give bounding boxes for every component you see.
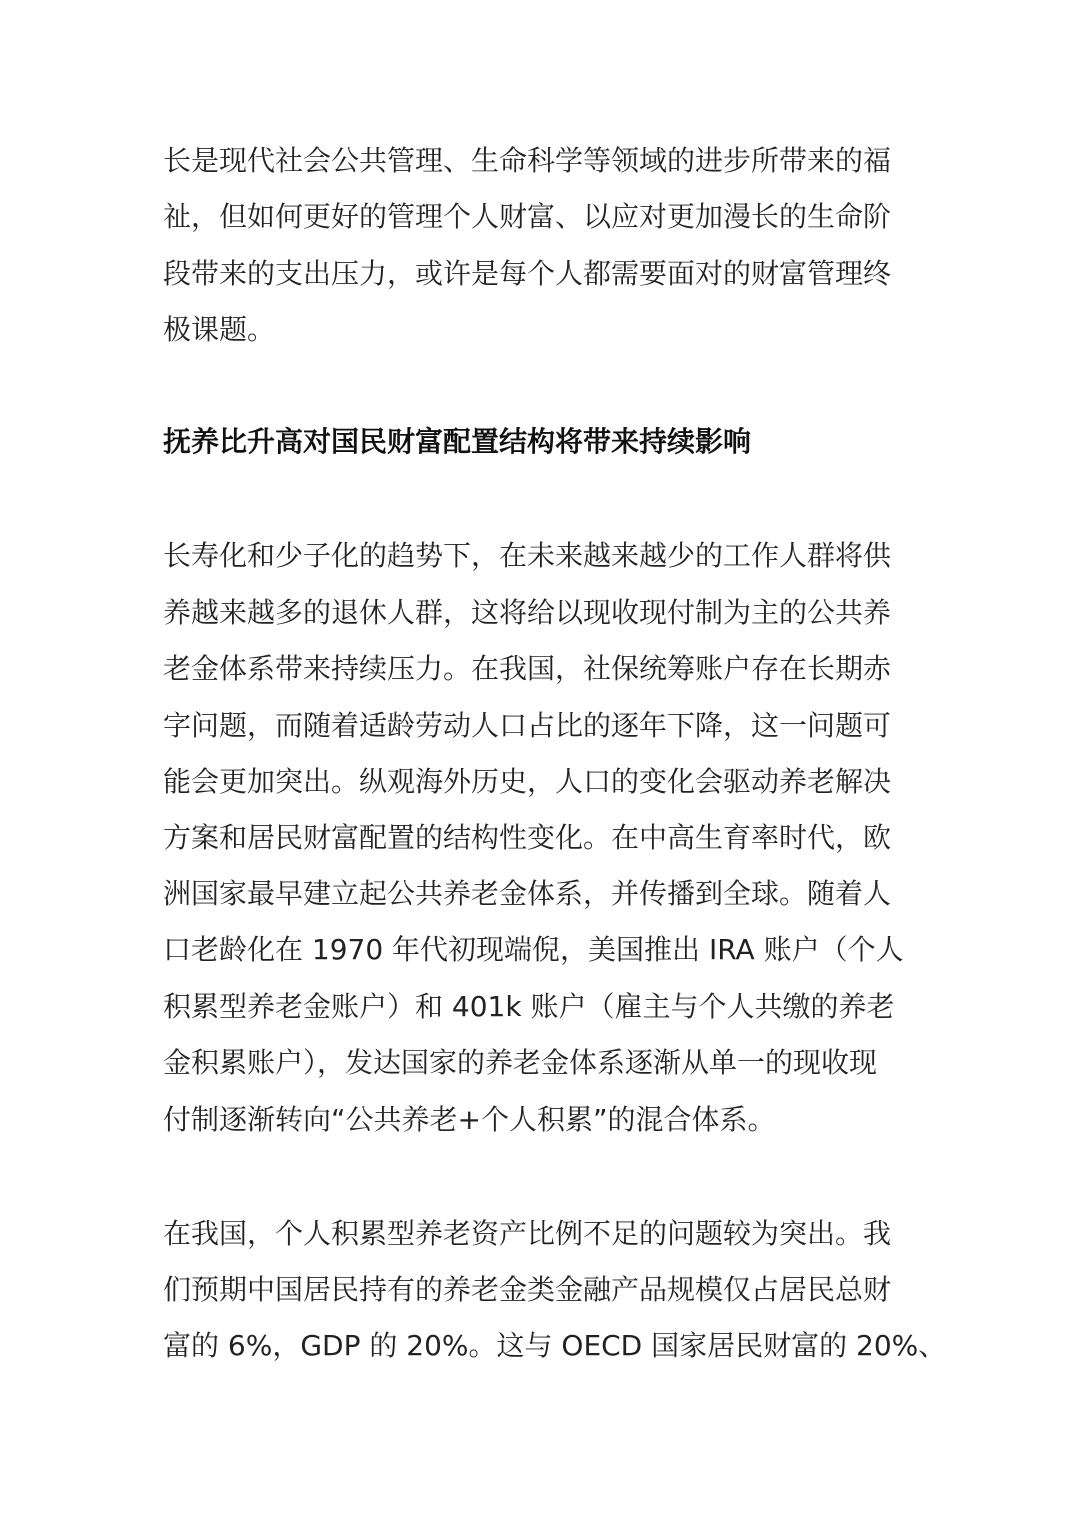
paragraph-3-line: 在我国，个人积累型养老资产比例不足的问题较为突出。我: [163, 1217, 892, 1250]
paragraph-2-line: 长寿化和少子化的趋势下，在未来越来越少的工作人群将供: [163, 539, 892, 572]
paragraph-3-line: 富的 6%，GDP 的 20%。这与 OECD 国家居民财富的 20%、: [163, 1329, 947, 1362]
paragraph-2-line: 字问题，而随着适龄劳动人口占比的逐年下降，这一问题可: [163, 709, 892, 742]
paragraph-1-line: 极课题。: [163, 313, 276, 346]
paragraph-2-line: 金积累账户），发达国家的养老金体系逐渐从单一的现收现: [163, 1046, 878, 1079]
paragraph-2-line: 积累型养老金账户）和 401k 账户（雇主与个人共缴的养老: [163, 990, 895, 1023]
paragraph-1-line: 段带来的支出压力，或许是每个人都需要面对的财富管理终: [163, 257, 892, 290]
paragraph-2-line: 能会更加突出。纵观海外历史，人口的变化会驱动养老解决: [163, 765, 892, 798]
paragraph-2-line: 养越来越多的退休人群，这将给以现收现付制为主的公共养: [163, 596, 892, 629]
paragraph-2-line: 老金体系带来持续压力。在我国，社保统筹账户存在长期赤: [163, 652, 892, 685]
section-heading: 抚养比升高对国民财富配置结构将带来持续影响: [163, 425, 752, 458]
paragraph-2-line: 口老龄化在 1970 年代初现端倪，美国推出 IRA 账户（个人: [163, 933, 904, 966]
paragraph-3-line: 们预期中国居民持有的养老金类金融产品规模仅占居民总财: [163, 1273, 892, 1306]
paragraph-1-line: 长是现代社会公共管理、生命科学等领域的进步所带来的福: [163, 144, 892, 177]
paragraph-2-line: 洲国家最早建立起公共养老金体系，并传播到全球。随着人: [163, 877, 892, 910]
paragraph-2-line: 付制逐渐转向“公共养老+个人积累”的混合体系。: [163, 1103, 776, 1136]
paragraph-1-line: 祉，但如何更好的管理个人财富、以应对更加漫长的生命阶: [163, 200, 892, 233]
paragraph-2-line: 方案和居民财富配置的结构性变化。在中高生育率时代，欧: [163, 821, 892, 854]
